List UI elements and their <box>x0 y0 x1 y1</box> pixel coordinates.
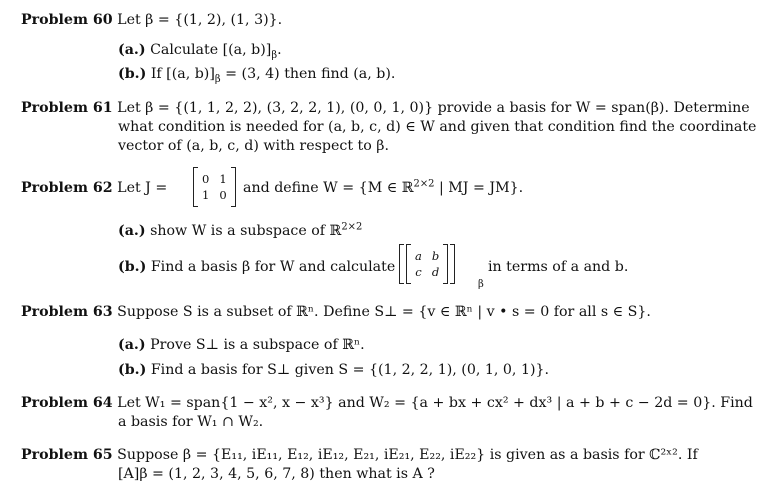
problem-64-text-1: Let W₁ = span{1 − x², x − x³} and W₂ = {a + bx + cx² + dx³ | a + b + c − 2d = 0}. Find <box>117 395 753 411</box>
part-a-sup: 2×2 <box>341 221 363 233</box>
problem-62-part-a <box>118 222 362 240</box>
outer-left-bracket <box>399 244 404 284</box>
part-b-label: (b.) <box>118 66 147 82</box>
problem-65-line-1 <box>21 446 698 464</box>
matrix-right-bracket <box>231 167 236 207</box>
matrix-entry: 1 <box>202 188 210 202</box>
problem-62-part-b-end: in terms of a and b. <box>488 259 629 275</box>
part-a-subscript: β <box>271 49 278 61</box>
problem-62-let: Let J = <box>117 180 168 196</box>
part-b-text: Find a basis for S⊥ given S = {(1, 2, 2, 1), (0, 1, 0, 1)}. <box>150 362 550 378</box>
problem-65-label: Problem 65 <box>21 447 113 463</box>
part-b-pre: If [(a, b)] <box>150 66 215 82</box>
problem-64-label: Problem 64 <box>21 395 113 411</box>
matrix-j-entries <box>198 170 231 204</box>
part-b-label: (b.) <box>118 362 147 378</box>
matrix-entry: c <box>415 265 422 279</box>
matrix-entry: b <box>431 249 440 263</box>
matrix-subscript: β <box>478 279 484 290</box>
part-b-label: (b.) <box>118 259 147 275</box>
part-a-text: Prove S⊥ is a subspace of ℝⁿ. <box>150 337 365 353</box>
matrix-j <box>193 167 236 207</box>
problem-63-text: Suppose S is a subset of ℝⁿ. Define S⊥ = {v ∈ ℝⁿ | v • s = 0 for all s ∈ S}. <box>117 304 651 320</box>
part-a-label: (a.) <box>118 223 146 239</box>
matrix-entry: d <box>431 265 440 279</box>
matrix-entry: 0 <box>219 188 227 202</box>
outer-right-bracket <box>450 244 455 284</box>
problem-60-part-a <box>118 41 282 59</box>
problem-63-part-b <box>118 361 549 379</box>
part-a-text: show W is a subspace of ℝ <box>150 223 342 239</box>
part-a-text: Calculate [(a, b)] <box>150 42 272 58</box>
problem-62-part-b <box>118 258 395 276</box>
problem-64-line-1 <box>21 394 753 412</box>
problem-61-text-1: Let β = {(1, 1, 2, 2), (3, 2, 2, 1), (0, 0, 1, 0)} provide a basis for W = span(β). Determine <box>117 100 750 116</box>
problem-62-label-line <box>21 179 167 197</box>
problem-61-label: Problem 61 <box>21 100 113 116</box>
problem-63-statement <box>21 303 651 321</box>
part-a-end: . <box>277 42 282 58</box>
matrix-entry: a <box>415 249 422 263</box>
part-b-text: Find a basis β for W and calculate <box>150 259 396 275</box>
problem-63-label: Problem 63 <box>21 304 113 320</box>
problem-65-text-1: Suppose β = {E₁₁, iE₁₁, E₁₂, iE₁₂, E₂₁, iE₂₁, E₂₂, iE₂₂} is given as a basis for ℂ²ˣ². If <box>117 447 698 463</box>
problem-61-line-3: vector of (a, b, c, d) with respect to β. <box>118 138 389 154</box>
part-a-label: (a.) <box>118 337 146 353</box>
problem-60-statement <box>21 11 282 29</box>
problem-60-part-b <box>118 65 395 83</box>
problem-65-line-2: [A]β = (1, 2, 3, 4, 5, 6, 7, 8) then what is A ? <box>118 466 435 482</box>
problem-61-line-1 <box>21 99 750 117</box>
problem-60-label: Problem 60 <box>21 12 113 28</box>
part-b-post: = (3, 4) then find (a, b). <box>220 66 396 82</box>
problem-63-part-a <box>118 336 365 354</box>
matrix-abcd <box>399 244 455 284</box>
problem-60-text: Let β = {(1, 2), (1, 3)}. <box>117 12 283 28</box>
problem-64-line-2: a basis for W₁ ∩ W₂. <box>118 414 264 430</box>
problem-62-define-text: and define W = {M ∈ ℝ <box>243 180 414 196</box>
matrix-entry: 1 <box>219 172 227 186</box>
inner-right-bracket <box>443 244 448 284</box>
problem-62-define-sup: 2×2 <box>413 178 435 190</box>
matrix-abcd-entries <box>411 247 443 281</box>
problem-62-define <box>243 179 523 197</box>
problem-62-define-end: | MJ = JM}. <box>434 180 524 196</box>
problem-61-line-2: what condition is needed for (a, b, c, d) ∈ W and given that condition find the coordinate <box>118 119 757 135</box>
problem-62-label: Problem 62 <box>21 180 113 196</box>
part-a-label: (a.) <box>118 42 146 58</box>
part-b-subscript: β <box>214 73 221 85</box>
matrix-entry: 0 <box>202 172 210 186</box>
